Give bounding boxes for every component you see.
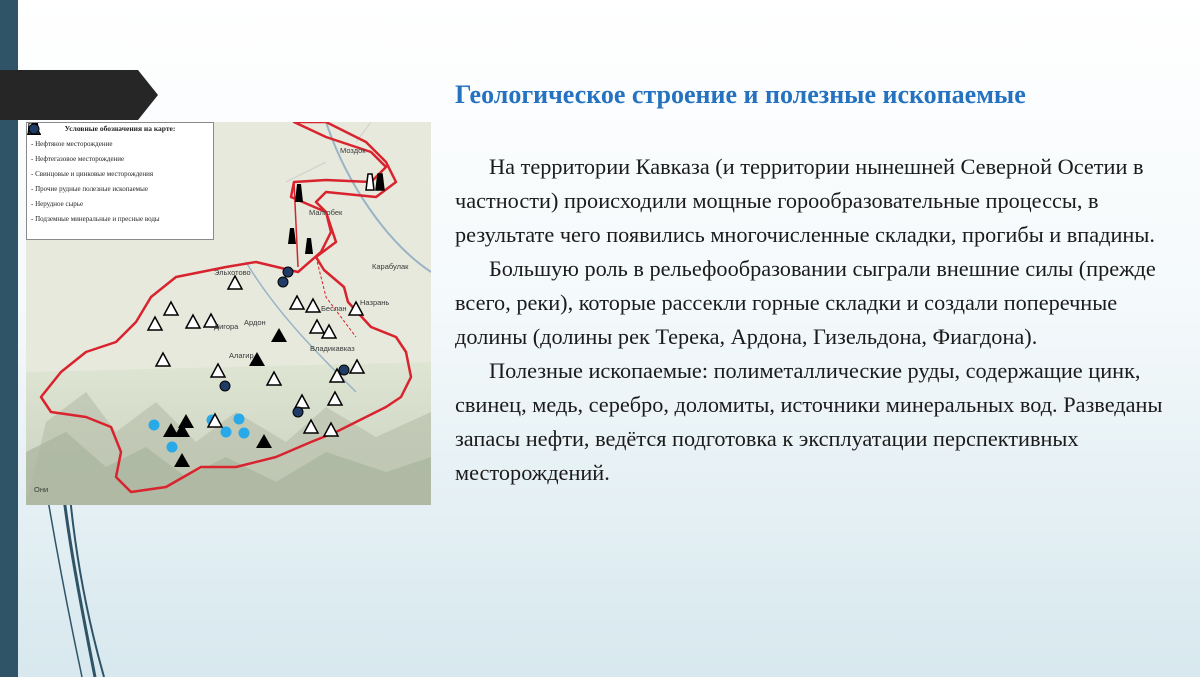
city-label-malgobek: Малгобек — [309, 208, 343, 217]
legend-label-water: - Подземные минеральные и пресные воды — [31, 214, 160, 223]
mineral-water-icon — [293, 407, 303, 417]
lead-zinc-deposit-icon — [221, 427, 232, 438]
legend-label-lead-zinc: - Свинцовые и цинковые месторождения — [31, 169, 154, 178]
map-legend — [26, 122, 214, 240]
legend-label-oil-gas: - Нефтегазовое месторождение — [31, 154, 125, 163]
legend-row-lead-zinc — [31, 166, 209, 181]
mineral-water-icon — [339, 365, 349, 375]
legend-row-ore — [31, 181, 209, 196]
city-label-elkhotovo: Эльхотово — [214, 268, 251, 277]
city-label-vladikavkaz: Владикавказ — [310, 344, 355, 353]
slide-body — [455, 150, 1165, 490]
lead-zinc-deposit-icon — [149, 420, 160, 431]
legend-label-ore: - Прочие рудные полезные ископаемые — [31, 184, 148, 193]
paragraph-geology: На территории Кавказа (и территории нынешней Северной Осетии в частности) происходили мощные горообразовательные процессы, в результате чего появились многочисленные складки, прогибы и впадины. — [455, 154, 1155, 247]
mineral-water-icon — [278, 277, 288, 287]
mineral-water-icon — [27, 123, 41, 135]
city-label-digora: Дигора — [214, 322, 239, 331]
lead-zinc-deposit-icon — [167, 442, 178, 453]
paragraph-minerals: Полезные ископаемые: полиметаллические руды, содержащие цинк, свинец, медь, серебро, доломиты, источники минеральных вод. Разведаны запасы нефти, ведётся подготовка к эксплуатации перспективных месторождений. — [455, 358, 1163, 485]
city-label-karabulak: Карабулак — [372, 262, 409, 271]
city-label-beslan: Беслан — [321, 304, 347, 313]
legend-label-nonmetal: - Нерудное сырье — [31, 199, 84, 208]
legend-row-oil — [31, 136, 209, 151]
city-label-mozdok: Моздок — [340, 146, 366, 155]
mineral-water-icon — [283, 267, 293, 277]
mineral-map — [26, 122, 431, 505]
lead-zinc-deposit-icon — [239, 428, 250, 439]
slide-title: Геологическое строение и полезные ископаемые — [455, 80, 1026, 109]
title-marker-tab — [0, 70, 158, 120]
legend-row-oil-gas — [31, 151, 209, 166]
city-label-nazran: Назрань — [360, 298, 390, 307]
lead-zinc-deposit-icon — [234, 414, 245, 425]
legend-label-oil: - Нефтяное месторождение — [31, 139, 113, 148]
paragraph-relief: Большую роль в рельефообразовании сыграли внешние силы (прежде всего, реки), которые рассекли горные складки и создали поперечные долины (долины рек Терека, Ардона, Гизельдона, Фиагдона). — [455, 256, 1156, 349]
mineral-water-icon — [220, 381, 230, 391]
city-label-oni: Они — [34, 485, 49, 494]
city-label-ardon: Ардон — [244, 318, 266, 327]
legend-title: Условные обозначения на карте: — [64, 124, 176, 133]
legend-row-water — [31, 211, 209, 226]
legend-row-nonmetal — [31, 196, 209, 211]
city-label-alagir: Алагир — [229, 351, 254, 360]
